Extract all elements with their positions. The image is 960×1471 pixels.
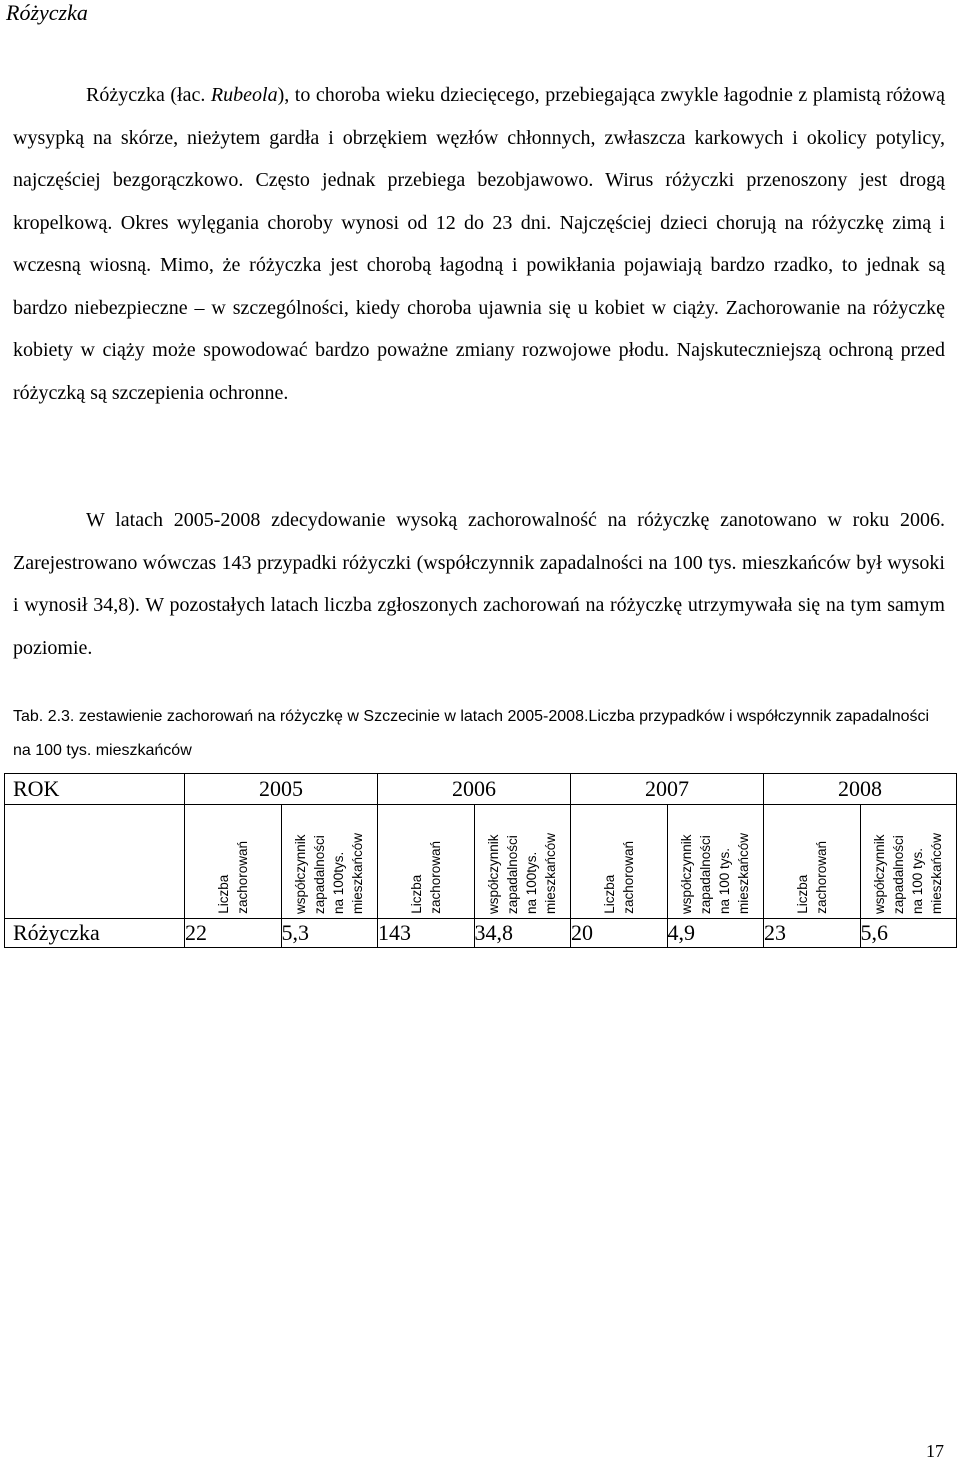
value-cell: 20 xyxy=(571,919,668,948)
column-header-text: Liczba zachorowań xyxy=(215,841,250,914)
paragraph-intro-body: ), to choroba wieku dziecięcego, przebiegająca zwykle łagodnie z plamistą różową wysypką na skórze, nieżytem gardła i obrzękiem węzłów chłonnych, zwłaszcza karkowych i okolicy potylicy, najczęściej bezgorączkowo. Często jednak przebiega bezobjawowo. Wirus różyczki przenoszony jest drogą kropelkową. Okres wylęgania choroby wynosi od 12 do 23 dni. Najczęściej dzieci chorują na różyczkę zimą i wczesną wiosną. Mimo, że różyczka jest chorobą łagodną i powikłania pojawiają bardzo rzadko, to jednak są bardzo niebezpieczne – w szczególności, kiedy choroba ujawnia się u kobiet w ciąży. Zachorowanie na różyczkę kobiety w ciąży może spowodować bardzo poważne zmiany rozwojowe płodu. Najskuteczniejszą ochroną przed różyczką są szczepienia ochronne. xyxy=(13,84,945,404)
year-cell: 2007 xyxy=(571,774,764,805)
column-header-cell xyxy=(860,805,957,919)
column-header-row xyxy=(5,805,957,919)
year-cell: 2006 xyxy=(378,774,571,805)
paragraph-statistics: W latach 2005-2008 zdecydowanie wysoką zachorowalność na różyczkę zanotowano w roku 2006. Zarejestrowano wówczas 143 przypadki różyczki (współczynnik zapadalności na 100 tys. mieszkańców był wysoki i wynosił 34,8). W pozostałych latach liczba zgłoszonych zachorowań na różyczkę utrzymywała się na tym samym poziomie. xyxy=(13,509,945,659)
value-cell: 5,3 xyxy=(281,919,378,948)
rok-label: ROK xyxy=(5,774,185,805)
section-heading: Różyczka xyxy=(6,0,88,25)
year-cell: 2005 xyxy=(185,774,378,805)
incidence-table xyxy=(4,773,957,948)
disease-name-cell: Różyczka xyxy=(5,919,185,948)
year-header-row xyxy=(5,774,957,805)
paragraph-intro-prefix: Różyczka (łac. xyxy=(86,84,211,106)
value-cell: 34,8 xyxy=(474,919,571,948)
column-header-text: Liczba zachorowań xyxy=(601,841,636,914)
column-header-text: Liczba zachorowań xyxy=(794,841,829,914)
value-cell: 4,9 xyxy=(667,919,764,948)
column-header-text: współczynnik zapadalności na 100 tys. mieszkańców xyxy=(679,832,752,914)
column-header-text: współczynnik zapadalności na 100tys. mieszkańców xyxy=(293,832,366,914)
page-number: 17 xyxy=(926,1441,944,1461)
value-cell: 5,6 xyxy=(860,919,957,948)
value-cell: 22 xyxy=(185,919,282,948)
column-header-text: współczynnik zapadalności na 100tys. mieszkańców xyxy=(486,832,559,914)
year-cell: 2008 xyxy=(764,774,957,805)
table-row xyxy=(5,919,957,948)
column-header-cell xyxy=(281,805,378,919)
empty-header-cell xyxy=(5,805,185,919)
column-header-cell xyxy=(378,805,475,919)
column-header-cell xyxy=(474,805,571,919)
value-cell: 23 xyxy=(764,919,861,948)
column-header-cell xyxy=(571,805,668,919)
column-header-cell xyxy=(185,805,282,919)
paragraph-intro xyxy=(13,74,945,414)
column-header-cell xyxy=(667,805,764,919)
column-header-cell xyxy=(764,805,861,919)
column-header-text: współczynnik zapadalności na 100 tys. mieszkańców xyxy=(872,832,945,914)
value-cell: 143 xyxy=(378,919,475,948)
latin-name: Rubeola xyxy=(210,84,278,106)
column-header-text: Liczba zachorowań xyxy=(408,841,443,914)
table-caption: Tab. 2.3. zestawienie zachorowań na różyczkę w Szczecinie w latach 2005-2008.Liczba przypadków i współczynnik zapadalności na 100 tys. mieszkańców xyxy=(13,708,930,759)
